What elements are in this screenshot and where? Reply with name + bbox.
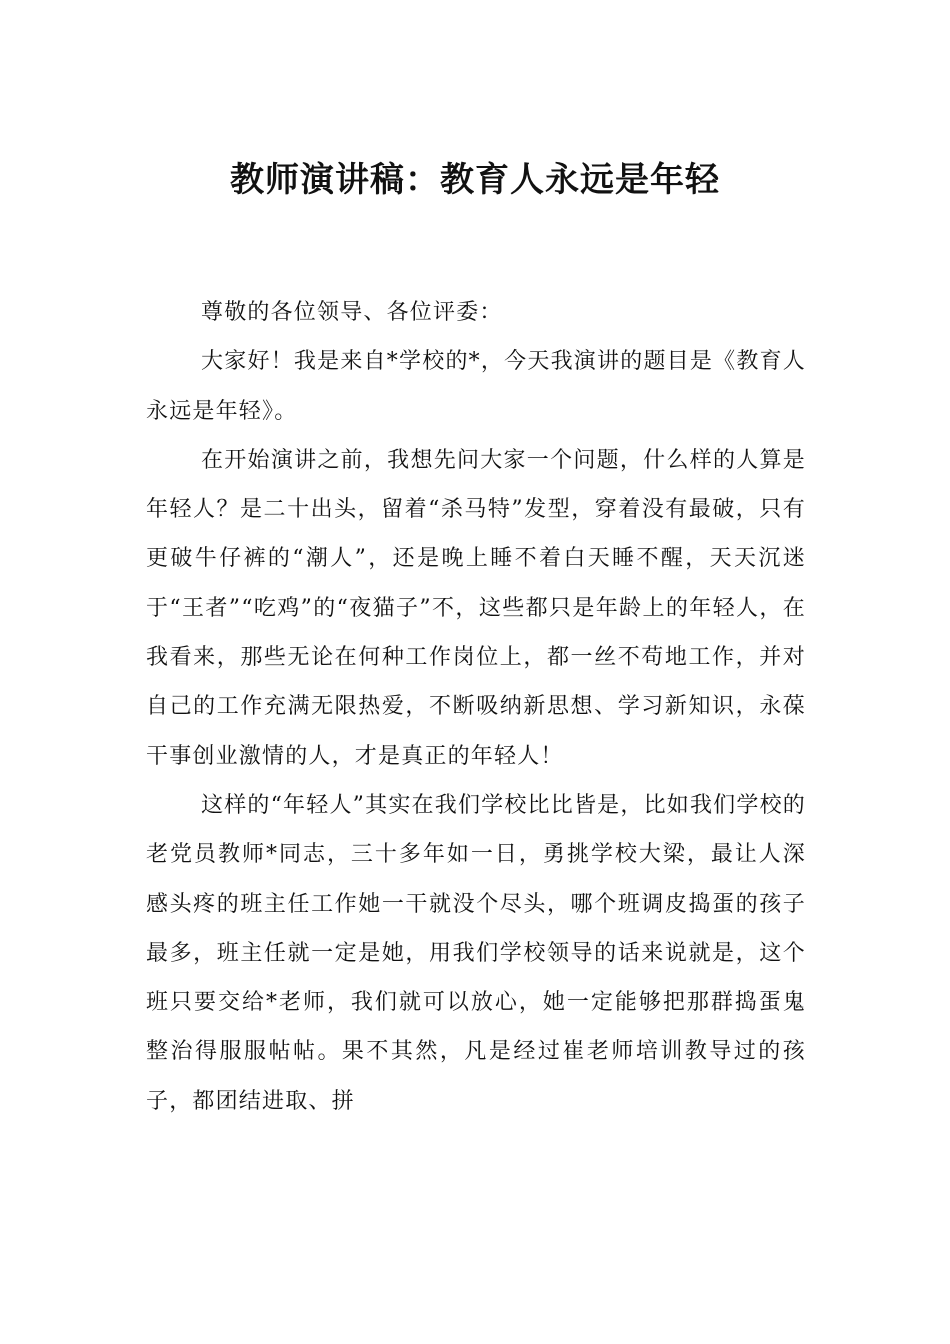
question-paragraph: 在开始演讲之前，我想先问大家一个问题，什么样的人算是年轻人？是二十出头，留着“杀马特”发型，穿着没有最破，只有更破牛仔裤的“潮人”，还是晚上睡不着白天睡不醒，天天沉迷于“王者”“吃鸡”的“夜猫子”不，这些都只是年龄上的年轻人，在我看来，那些无论在何种工作岗位上，都一丝不苟地工作，并对自己的工作充满无限热爱，不断吸纳新思想、学习新知识，永葆干事创业激情的人，才是真正的年轻人！ (146, 447, 806, 769)
greeting-paragraph: 大家好！我是来自*学校的*，今天我演讲的题目是《教育人永远是年轻》。 (146, 349, 806, 424)
document-body (146, 288, 806, 1126)
salutation-paragraph: 尊敬的各位领导、各位评委： (201, 300, 503, 325)
document-title: 教师演讲稿：教育人永远是年轻 (230, 160, 720, 200)
example-paragraph: 这样的“年轻人”其实在我们学校比比皆是，比如我们学校的老党员教师*同志，三十多年如一日，勇挑学校大梁，最让人深感头疼的班主任工作她一干就没个尽头，哪个班调皮捣蛋的孩子最多，班主任就一定是她，用我们学校领导的话来说就是，这个班只要交给*老师，我们就可以放心，她一定能够把那群捣蛋鬼整治得服服帖帖。果不其然，凡是经过崔老师培训教导过的孩子，都团结进取、拼 (146, 792, 806, 1114)
